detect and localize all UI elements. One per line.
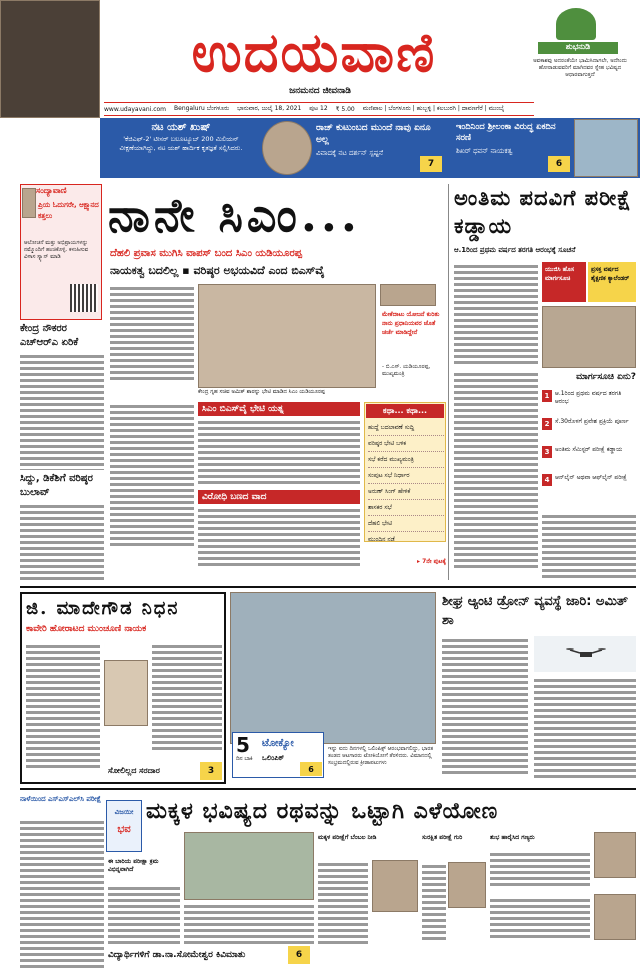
sidebar-avatar: [22, 188, 36, 218]
bottom-footer[interactable]: ವಿದ್ಯಾರ್ಥಿಗಳಿಗೆ ಡಾ.ನಾ.ಸೋಮೇಶ್ವರ ಕಿವಿಮಾತು: [108, 950, 246, 960]
subha-label: ಶುಭನುಡಿ: [538, 42, 618, 54]
right-body-col1b: [454, 370, 538, 576]
lead-quote: ಮೇಕೆದಾಟು ಯೋಜನೆ ಕುರಿತು ನಾನು ಪ್ರಧಾನಿಯವರ ಜೊತೆ ಚರ್ಚೆ ಮಾಡಿದ್ದೇನೆ: [382, 311, 440, 336]
obituary-page-badge[interactable]: 3: [200, 762, 222, 780]
olympics-event: ಒಲಿಂಪಿಕ್‌: [262, 754, 285, 762]
katha-item: ಮುಂದಿನ ನಡೆ: [368, 536, 395, 543]
box2-title: ವಿರೋಧಿ ಬಣದ ವಾದ: [198, 490, 360, 504]
date-label: ಭಾನುವಾರ, ಜುಲೈ 18, 2021: [237, 105, 302, 112]
students-photo: [184, 832, 314, 900]
bottom-col2-body: [184, 902, 314, 944]
lead-photo-caption: ಕೇಂದ್ರ ಗೃಹ ಸಚಿವ ಅಮಿತ್‌ ಶಾರನ್ನು ಭೇಟಿ ಮಾಡಿದ ಸಿಎಂ ಯಡಿಯೂರಪ್ಪ: [198, 389, 325, 395]
qr-code[interactable]: [70, 284, 98, 312]
katha-list: [368, 420, 444, 543]
bottom-col4-body: [422, 862, 446, 944]
editions-list: ಮಣಿಪಾಲ | ಬೆಂಗಳೂರು | ಹುಬ್ಬಳ್ಳಿ | ಕಲಬುರಗಿ | ದಾವಣಗೆರೆ | ಮುಂಬೈ: [362, 105, 505, 112]
obituary-subhead: ಕಾವೇರಿ ಹೋರಾಟದ ಮುಂಚೂಣಿ ನಾಯಕ: [26, 624, 147, 634]
guide-item-text: ಆ.1ರಿಂದ ಪ್ರಥಮ ವರ್ಷದ ತರಗತಿ ಆರಂಭ: [554, 390, 622, 405]
guide-number: 4: [542, 474, 552, 486]
guide-item: [542, 446, 636, 474]
olympics-city: ಟೋಕ್ಯೋ: [262, 738, 294, 749]
pages-label: ಪುಟ 12: [309, 105, 328, 112]
bottom-col1-body: [108, 884, 180, 944]
right-info-left: ಯುಜಿಸಿ ಹೊಸ ಮಾರ್ಗಸೂಚಿ: [542, 262, 586, 302]
guide-item: [542, 418, 636, 446]
guide-number: 3: [542, 446, 552, 458]
lead-jump[interactable]: ▸ 7ನೇ ಪುಟಕ್ಕೆ: [417, 558, 446, 565]
official-photo-1: [372, 860, 418, 912]
obituary-footer[interactable]: ಸೋಲಿಲ್ಲದ ಸರದಾರ: [108, 766, 160, 775]
dhawan-photo: [574, 119, 638, 177]
lead-body-col1: [110, 284, 194, 382]
bottom-col3-title: ಮಕ್ಕಳ ಪರೀಕ್ಷೆಗೆ ಬೆಂಬಲ ನೀಡಿ: [318, 834, 377, 841]
official-photo-2: [448, 862, 486, 908]
date-bar: [104, 102, 534, 116]
obituary-body-col2: [152, 642, 222, 756]
teaser-3-title: ಇಂದಿನಿಂದ ಶ್ರೀಲಂಕಾ ವಿರುದ್ಧ ಏಕದಿನ ಸರಣಿ: [456, 122, 556, 143]
bottom-col5-body2: [490, 896, 590, 944]
sidebar-brand-sub: ಪ್ರಿಯ ಓದುಗರೇ, ಆಕ್ಷ್ವಾನದ ಕತ್ತಲು: [38, 201, 99, 220]
lead-photo: [198, 284, 376, 388]
lead-subhead1: ದೆಹಲಿ ಪ್ರವಾಸ ಮುಗಿಸಿ ವಾಪಸ್‌ ಬಂದ ಸಿಎಂ ಯಡಿಯೂರಪ್ಪ: [110, 248, 302, 259]
guide-number: 1: [542, 390, 552, 402]
bottom-left-body: [20, 818, 104, 972]
sidebar-story1-body: [20, 352, 104, 470]
column-divider: [448, 184, 449, 580]
countdown-number: 5: [236, 733, 250, 757]
masthead-title: ಉದಯವಾಣಿ: [191, 21, 437, 84]
katha-item: ಶಾಸಕರ ಸಭೆ: [368, 500, 444, 516]
bottom-col4-title: ಸುರಕ್ಷಿತ ಪರೀಕ್ಷೆ ಗುರಿ: [422, 834, 463, 841]
guide-title: ಮಾರ್ಗಸೂಚಿ ಏನು?: [576, 372, 636, 382]
teaser-3-page-badge[interactable]: 6: [548, 156, 570, 172]
sidebar-story1-title[interactable]: ಕೇಂದ್ರ ನೌಕರರ ಎಚ್‌ಆರ್‌ಎ ಏರಿಕೆ: [20, 323, 79, 348]
katha-item: ಹುದ್ದೆ ಬದಲಾವಣೆ ಸುದ್ದಿ: [368, 420, 444, 436]
lead-headline[interactable]: ನಾನೇ ಸಿಎಂ...: [108, 188, 361, 242]
guide-list: [542, 390, 636, 510]
box2-body: [198, 506, 360, 566]
teaser-2-body: ವಿವಾದಕ್ಕೆ ನಟ ದರ್ಶನ್‌ ಸ್ಪಷ್ಟನೆ: [316, 149, 384, 157]
sidebar-story2-body: [20, 502, 104, 582]
teaser-1-body: 'ಕೆಜಿಎಫ್‌-2' ಟೀಸರ್‌ ಬಲೂಟ್ಯೂಬ್‌ 200 ಮಿಲಿಯನ್‌ ವೀಕ್ಷಣೆಯಾಗಿದ್ದು, ನಟ ಯಶ್‌ ಹಾರ್ದಿಕ ಕೃತಜ್ಞತೆ ಸಲ್ಲಿಸಿದರು.: [119, 135, 243, 152]
box1-title: ಸಿಎಂ ಬಿಎಸ್‌ವೈ ಭೇಟಿ ಯತ್ನ: [198, 402, 360, 416]
katha-item: ವರಿಷ್ಠರ ಭೇಟಿ ಬಳಿಕ: [368, 436, 444, 452]
official-photo-4: [594, 894, 636, 940]
right-info-right: ಪ್ರಸಕ್ತ ವರ್ಷದ ಶೈಕ್ಷಣಿಕ ಕ್ಯಾಲೆಂಡರ್‌: [588, 262, 636, 302]
box1-body: [198, 418, 360, 484]
logo-line1: ವಿಜಯೀ: [114, 808, 134, 816]
lead-quote-author: - ಬಿ.ಎಸ್‌. ಯಡಿಯೂರಪ್ಪ, ಮುಖ್ಯಮಂತ್ರಿ: [382, 364, 431, 377]
countdown-label: ದಿನ ಬಾಕಿ: [236, 756, 253, 762]
obituary-body-col1: [26, 642, 100, 772]
guide-item-text: ಆನ್‌ಲೈನ್‌ ಅಥವಾ ಆಫ್‌ಲೈನ್‌ ಪರೀಕ್ಷೆ: [555, 474, 627, 481]
guide-item: [542, 390, 636, 418]
masthead-tagline: ಜನಮನದ ಜೀವನಾಡಿ: [289, 86, 351, 96]
katha-item: ದೆಹಲಿ ಭೇಟಿ: [368, 516, 444, 532]
bottom-col5-body: [490, 850, 590, 890]
sidebar-story2-title[interactable]: ಸಿದ್ದು, ಡಿಕೆಶಿಗೆ ವರಿಷ್ಠರ ಬುಲಾವ್‌: [20, 473, 93, 498]
lead-body-col1b: [110, 402, 194, 552]
drone-body-col1: [442, 636, 528, 782]
bottom-page-badge[interactable]: 6: [288, 946, 310, 964]
section-rule: [20, 586, 636, 588]
guide-item-text: ಅಂತಿಮ ಸೆಮಿಸ್ಟರ್‌ ಪರೀಕ್ಷೆ ಕಡ್ಡಾಯ: [555, 446, 623, 453]
bottom-col1-title: ಈ ಬಾರಿಯ ಪರೀಕ್ಷಾ ಕ್ರಮ ವಿಭಿನ್ನವಾಗಿದೆ: [108, 858, 159, 873]
price-label: ₹ 5.00: [335, 105, 355, 113]
katha-item: ಅರುಣ್‌ ಸಿಂಗ್‌ ಹೇಳಿಕೆ: [368, 484, 444, 500]
madegowda-photo: [104, 660, 148, 726]
lead-subhead2: ನಾಯಕತ್ವ ಬದಲಿಲ್ಲ ▪ ವರಿಷ್ಠರ ಅಭಯವಿದೆ ಎಂದ ಬಿಎಸ್‌ವೈ: [110, 264, 325, 277]
right-subhead: ಆ.1ರಿಂದ ಪ್ರಥಮ ವರ್ಷದ ತರಗತಿ ಆರಂಭಕ್ಕೆ ಸೂಚನೆ: [454, 246, 576, 254]
tree-icon: [556, 8, 596, 40]
website-link[interactable]: www.udayavani.com: [104, 105, 167, 113]
obituary-headline[interactable]: ಜಿ. ಮಾದೇಗೌಡ ನಿಧನ: [26, 598, 180, 619]
edition-label: Bengaluru ಬೆಂಗಳೂರು: [174, 105, 230, 112]
drone-body-col2: [534, 676, 636, 782]
teaser-2-title: ರಾಜ್‌ ಕುಟುಂಬದ ಮುಂದೆ ನಾವು ಏನೂ ಅಲ್ಲ: [316, 123, 431, 145]
olympics-photo: [230, 592, 436, 744]
bottom-col3-body: [318, 860, 368, 944]
olympics-page-badge[interactable]: 6: [300, 762, 322, 776]
right-headline[interactable]: ಅಂತಿಮ ಪದವಿಗೆ ಪರೀಕ್ಷೆ ಕಡ್ಡಾಯ: [454, 185, 632, 238]
olympics-caption: ಇನ್ನು ಐದು ದಿನಗಳಲ್ಲಿ ಒಲಿಂಪಿಕ್ಸ್‌ ಆರಂಭವಾಗಲಿದ್ದು, ಭಾರತ ತಂಡದ ಆಟಗಾರರು ಟೋಕಿಯೋಗೆ ತೆರಳಿದರು. ವಿಮಾನದಲ್ಲಿ ಸಂಭ್ರಮದಲ್ಲಿರುವ ಕ್ರೀಡಾಪಟುಗಳು: [328, 746, 434, 766]
teaser-1-title: ನಟ ಯಶ್‌ ಖುಷ್‌: [151, 122, 211, 133]
sidebar-brand: ಸಂದ್ಯಾವಾಣಿ: [36, 186, 67, 195]
katha-title: ಕಥಾ... ಕಥಾ...: [366, 404, 444, 418]
drone-icon: [566, 646, 606, 662]
darshan-photo: [262, 121, 312, 175]
sidebar-brand-body: ಆಲೋಚನೆ ಮತ್ತು ಅಭಿಪ್ರಾಯಗಳನ್ನು ನಮ್ಮೊಂದಿಗೆ ಹಂಚಿಕೊಳ್ಳಿ. ಕಳುಹಿಸುವ ವಿಳಾಸ ಸ್ಕ್ಯಾನ್‌ ಮಾಡಿ: [24, 240, 89, 260]
guide-item-text: ಸೆ.30ರೊಳಗೆ ಪ್ರವೇಶ ಪ್ರಕ್ರಿಯೆ ಪೂರ್ಣ: [555, 418, 629, 425]
bottom-headline[interactable]: ಮಕ್ಕಳ ಭವಿಷ್ಯದ ರಥವನ್ನು ಒಟ್ಟಾಗಿ ಎಳೆಯೋಣ: [146, 798, 499, 824]
exam-photo: [542, 306, 636, 368]
bottom-left-note: ನಾಳೆಯಿಂದ ಎಸ್‌ಎಸ್‌ಎಲ್‌ಸಿ ಪರೀಕ್ಷೆ: [20, 795, 102, 803]
yash-photo: [0, 0, 100, 118]
teaser-3-body: ಶಿಖರ್‌ ಧವನ್‌ ನಾಯಕತ್ವ: [456, 147, 513, 155]
katha-item: ಸಭೆ ಕರೆದ ಮುಖ್ಯಮಂತ್ರಿ: [368, 452, 444, 468]
section-rule: [20, 788, 636, 790]
official-photo-3: [594, 832, 636, 878]
drone-headline[interactable]: ಶೀಘ್ರ ಆ್ಯಂಟಿ ಡ್ರೋನ್‌ ವ್ಯವಸ್ಥೆ ಜಾರಿ: ಅಮಿತ್‌ ಶಾ: [442, 594, 629, 628]
right-body-col1: [454, 262, 538, 366]
teaser-1[interactable]: [106, 122, 256, 174]
guide-item: [542, 474, 636, 502]
right-body-col2: [542, 512, 636, 578]
subha-text: ಅವಕಾಶವು ಅದರಂತೆಯೇ ಭಾಮಿಸಿದಾಗಲೇ, ಅದೇಂದು ಹೋರಾಡುವವರಿಗೆ ಮಾಗಿದವರ ಸ್ನೇಹ ಭವಿಷ್ಯದ ಆಧಾರವಾಗುತ್ತದೆ: [533, 58, 627, 78]
quote-portrait: [380, 284, 436, 306]
bottom-col5-title: ಶುಭ ಹಾರೈಸಿದ ಗಣ್ಯರು: [490, 834, 535, 841]
teaser-2-page-badge[interactable]: 7: [420, 156, 442, 172]
logo-line2: ಭವ: [117, 824, 131, 835]
guide-number: 2: [542, 418, 552, 430]
katha-item: ಸಂಪುಟ ಸಭೆ ನಿರ್ಧಾರ: [368, 468, 444, 484]
